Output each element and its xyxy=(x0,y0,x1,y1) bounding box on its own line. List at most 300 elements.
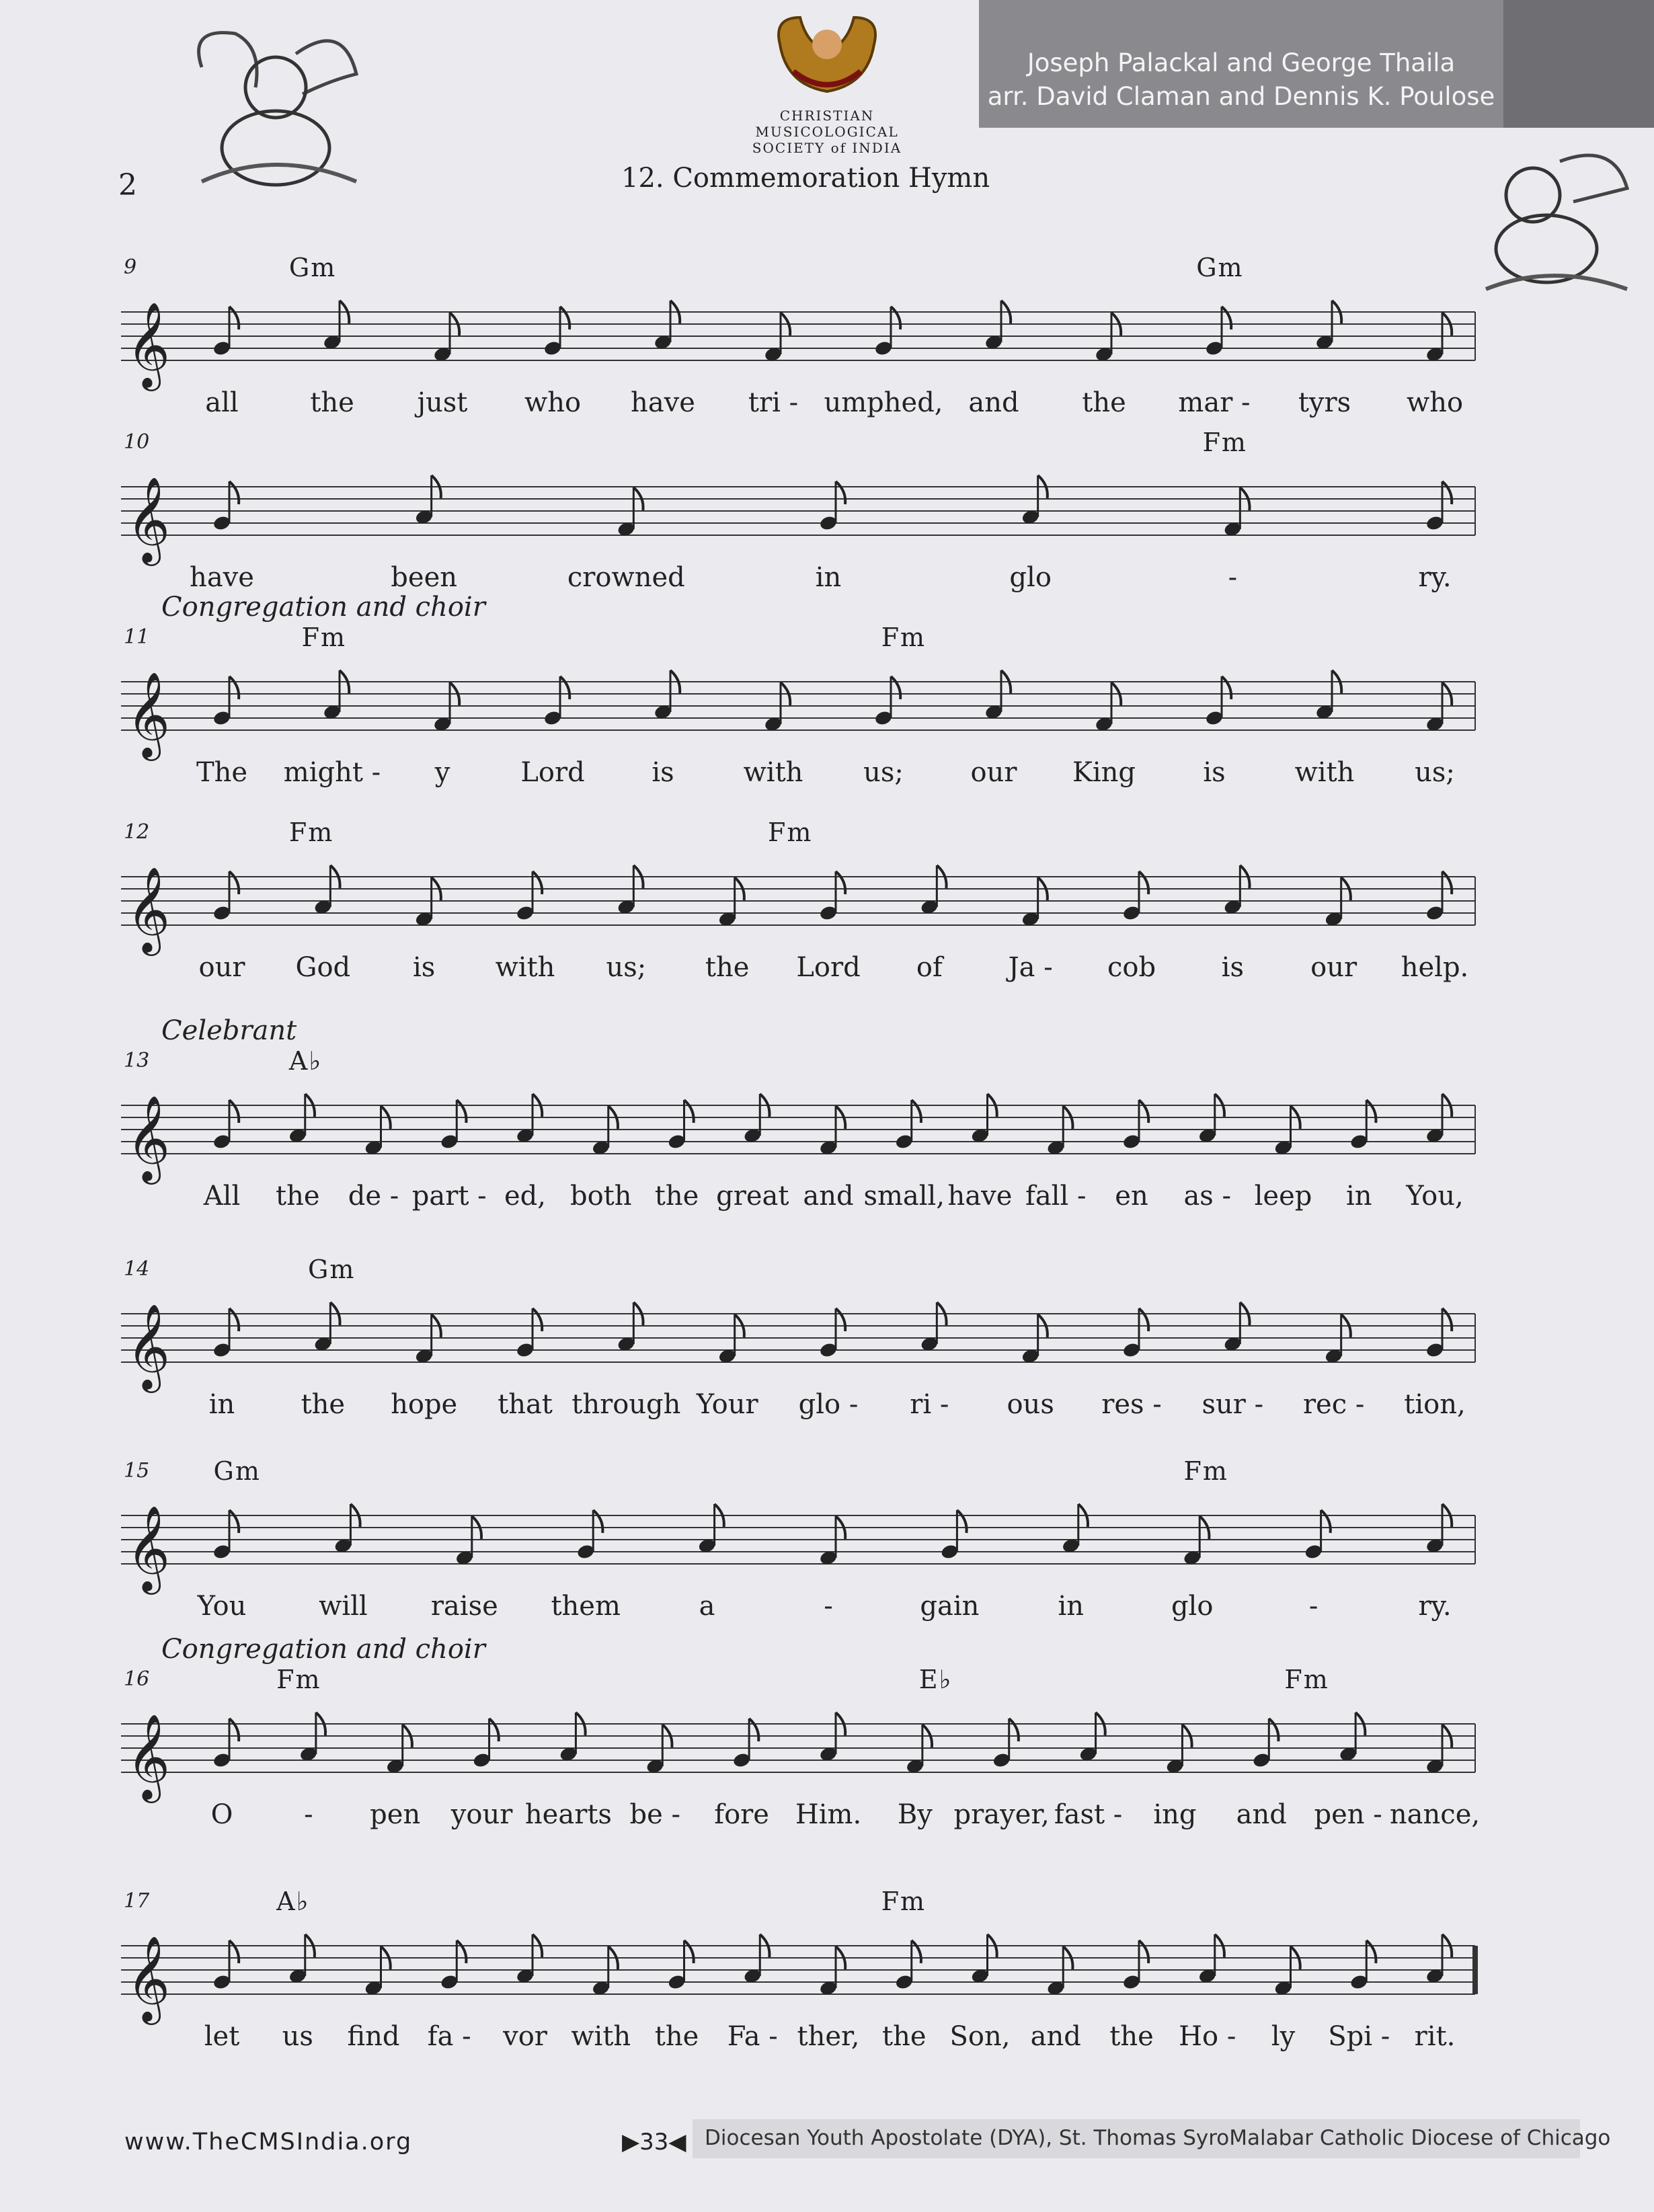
staff xyxy=(121,292,1475,386)
note xyxy=(299,1712,326,1763)
note xyxy=(1122,1100,1149,1150)
lyric-syllable: all xyxy=(205,387,239,418)
note xyxy=(1095,682,1121,733)
note xyxy=(617,1302,643,1353)
chord-symbol: A♭ xyxy=(276,1887,310,1916)
chord-symbol: Fm xyxy=(288,818,334,847)
note xyxy=(970,1934,997,1985)
lyric-syllable: glo xyxy=(1009,562,1052,593)
staff xyxy=(121,1495,1475,1589)
note xyxy=(1061,1504,1088,1554)
note xyxy=(1425,1094,1452,1144)
lyric-syllable: is xyxy=(652,757,674,788)
note xyxy=(559,1712,586,1763)
treble-clef-icon: 𝄞 xyxy=(126,1713,171,1799)
note xyxy=(906,1725,933,1775)
lyric-syllable: glo xyxy=(1171,1591,1214,1622)
note xyxy=(516,1934,543,1985)
note xyxy=(212,676,239,727)
cherub-flute-icon xyxy=(175,13,377,215)
lyric-syllable: raise xyxy=(430,1591,498,1622)
lyric-syllable: res - xyxy=(1101,1389,1162,1420)
lyric-syllable: ous xyxy=(1007,1389,1054,1420)
note xyxy=(1046,1106,1073,1156)
lyric-syllable: in xyxy=(1058,1591,1085,1622)
lyric-syllable: You xyxy=(197,1591,247,1622)
note xyxy=(440,1940,467,1991)
cherub-lyre-icon xyxy=(1479,134,1634,309)
note xyxy=(984,670,1011,721)
lyric-syllable: Lord xyxy=(796,952,861,983)
lyric-syllable: with xyxy=(743,757,803,788)
lyric-syllable: - xyxy=(304,1799,313,1830)
lyric-syllable: great xyxy=(716,1181,789,1212)
note xyxy=(819,1308,846,1359)
note xyxy=(667,1100,694,1150)
note xyxy=(667,1940,694,1991)
note xyxy=(717,877,744,928)
note xyxy=(212,1308,239,1359)
note xyxy=(1425,1504,1452,1554)
staff xyxy=(121,662,1475,756)
lyric-syllable: will xyxy=(319,1591,368,1622)
note xyxy=(212,481,239,532)
lyric-syllable: let xyxy=(204,2021,240,2052)
note xyxy=(543,676,570,727)
note xyxy=(1273,1946,1300,1997)
note xyxy=(1339,1712,1366,1763)
note xyxy=(212,307,239,357)
note xyxy=(212,1100,239,1150)
angel-emblem-icon xyxy=(766,4,888,105)
treble-clef-icon: 𝄞 xyxy=(126,1505,171,1591)
lyric-syllable: in xyxy=(815,562,842,593)
staff xyxy=(121,1085,1475,1179)
lyric-syllable: Fa - xyxy=(727,2021,778,2052)
chord-symbol: Gm xyxy=(288,253,337,282)
note xyxy=(1252,1719,1279,1769)
lyric-syllable: All xyxy=(203,1181,241,1212)
music-system-12 xyxy=(121,818,1475,1009)
lyric-syllable: The xyxy=(196,757,248,788)
lyric-syllable: that xyxy=(498,1389,553,1420)
lyric-syllable: fast - xyxy=(1054,1799,1123,1830)
lyric-syllable: Him. xyxy=(795,1799,862,1830)
note xyxy=(743,1094,770,1144)
footer-organization-text: Diocesan Youth Apostolate (DYA), St. Thomas SyroMalabar Catholic Diocese of Chicago xyxy=(705,2126,1611,2150)
note xyxy=(1122,1308,1149,1359)
lyric-syllable: ing xyxy=(1153,1799,1197,1830)
note xyxy=(516,871,543,922)
note xyxy=(1315,301,1342,351)
lyric-syllable: our xyxy=(198,952,245,983)
chord-symbol: Fm xyxy=(881,1887,927,1916)
performance-direction: Congregation and choir xyxy=(161,592,485,623)
lyric-syllable: the xyxy=(301,1389,346,1420)
play-left-icon: ◀ xyxy=(668,2129,686,2156)
lyric-syllable: leep xyxy=(1254,1181,1312,1212)
lyric-syllable: help. xyxy=(1401,952,1469,983)
lyric-syllable: cob xyxy=(1107,952,1156,983)
lyric-syllable: en xyxy=(1115,1181,1148,1212)
note xyxy=(819,871,846,922)
music-system-11 xyxy=(121,592,1475,814)
note xyxy=(1165,1725,1192,1775)
chord-symbol: Gm xyxy=(1196,253,1244,282)
note xyxy=(1046,1946,1073,1997)
lyric-syllable: of xyxy=(916,952,943,983)
lyric-syllable: umphed, xyxy=(824,387,943,418)
note xyxy=(576,1510,603,1561)
note xyxy=(819,1106,846,1156)
note xyxy=(1021,1314,1048,1365)
music-system-13 xyxy=(121,1015,1475,1237)
chord-symbol: Fm xyxy=(881,623,927,652)
logo-text-line3: SOCIETY of INDIA xyxy=(752,140,902,156)
lyric-syllable: been xyxy=(391,562,458,593)
note xyxy=(313,865,340,916)
arranger-credit: arr. David Claman and Dennis K. Poulose xyxy=(987,82,1495,111)
note xyxy=(414,877,441,928)
note xyxy=(516,1094,543,1144)
lyric-syllable: and xyxy=(803,1181,854,1212)
lyric-syllable: the xyxy=(275,1181,320,1212)
note xyxy=(440,1100,467,1150)
note xyxy=(764,682,791,733)
treble-clef-icon: 𝄞 xyxy=(126,476,171,562)
note xyxy=(1425,1308,1452,1359)
composer-credit: Joseph Palackal and George Thaila xyxy=(1027,48,1456,77)
measure-number: 17 xyxy=(124,1889,150,1913)
note xyxy=(1425,481,1452,532)
lyric-syllable: who xyxy=(524,387,582,418)
note xyxy=(992,1719,1019,1769)
lyric-syllable: and xyxy=(1236,1799,1287,1830)
chord-symbol: Fm xyxy=(1202,428,1247,457)
lyric-syllable: our xyxy=(970,757,1017,788)
chord-symbol: Fm xyxy=(276,1665,321,1694)
staff xyxy=(121,1294,1475,1388)
staff xyxy=(121,467,1475,561)
chord-symbol: Fm xyxy=(1183,1456,1228,1486)
lyric-syllable: fore xyxy=(714,1799,769,1830)
note xyxy=(1223,1302,1250,1353)
note xyxy=(894,1940,921,1991)
logo-text-line2: MUSICOLOGICAL xyxy=(755,124,899,140)
note xyxy=(1095,313,1121,363)
performance-direction: Congregation and choir xyxy=(161,1634,485,1665)
lyric-syllable: small, xyxy=(863,1181,945,1212)
note xyxy=(732,1719,759,1769)
lyric-syllable: ry. xyxy=(1418,1591,1452,1622)
treble-clef-icon: 𝄞 xyxy=(126,301,171,387)
note xyxy=(364,1946,391,1997)
note xyxy=(591,1106,618,1156)
note xyxy=(1197,1934,1224,1985)
lyric-syllable: O xyxy=(210,1799,233,1830)
lyric-syllable: be - xyxy=(629,1799,681,1830)
page-number: 2 xyxy=(118,168,137,202)
note xyxy=(654,670,680,721)
lyric-syllable: through xyxy=(572,1389,681,1420)
hymn-title: 12. Commemoration Hymn xyxy=(621,163,990,194)
lyric-syllable: Ja - xyxy=(1008,952,1053,983)
lyric-syllable: find xyxy=(347,2021,400,2052)
lyric-syllable: have xyxy=(631,387,695,418)
lyric-syllable: with xyxy=(495,952,555,983)
note xyxy=(1349,1940,1376,1991)
lyric-syllable: with xyxy=(571,2021,631,2052)
note xyxy=(455,1516,481,1567)
lyric-syllable: fa - xyxy=(427,2021,471,2052)
note xyxy=(819,481,846,532)
lyric-syllable: who xyxy=(1406,387,1464,418)
lyric-syllable: rit. xyxy=(1414,2021,1456,2052)
music-system-14 xyxy=(121,1255,1475,1446)
lyric-syllable: By xyxy=(897,1799,933,1830)
performance-direction: Celebrant xyxy=(161,1015,297,1046)
lyric-syllable: might - xyxy=(283,757,381,788)
note xyxy=(617,487,643,538)
note xyxy=(543,307,570,357)
note xyxy=(323,301,350,351)
chord-symbol: Fm xyxy=(768,818,813,847)
lyric-syllable: de - xyxy=(348,1181,399,1212)
credits-banner xyxy=(979,0,1654,128)
lyric-syllable: part - xyxy=(411,1181,487,1212)
lyric-syllable: is xyxy=(1203,757,1226,788)
treble-clef-icon: 𝄞 xyxy=(126,866,171,952)
lyric-syllable: fall - xyxy=(1025,1181,1087,1212)
lyric-syllable: the xyxy=(881,2021,927,2052)
note xyxy=(1197,1094,1224,1144)
treble-clef-icon: 𝄞 xyxy=(126,1303,171,1389)
lyric-syllable: Lord xyxy=(520,757,585,788)
lyric-syllable: the xyxy=(310,387,354,418)
note xyxy=(1304,1510,1331,1561)
note xyxy=(1223,865,1250,916)
staff xyxy=(121,1704,1475,1798)
lyric-syllable: ed, xyxy=(504,1181,546,1212)
lyric-syllable: sur - xyxy=(1202,1389,1264,1420)
chord-symbol: Fm xyxy=(1284,1665,1329,1694)
note xyxy=(1425,1725,1452,1775)
footer-page-value: 33 xyxy=(639,2129,669,2156)
music-system-17 xyxy=(121,1887,1475,2078)
lyric-syllable: tion, xyxy=(1404,1389,1466,1420)
note xyxy=(819,1516,846,1567)
note xyxy=(364,1106,391,1156)
lyric-syllable: just xyxy=(417,387,468,418)
staff xyxy=(121,857,1475,951)
note xyxy=(313,1302,340,1353)
note xyxy=(1425,313,1452,363)
chord-symbol: A♭ xyxy=(288,1046,323,1076)
chord-symbol: Gm xyxy=(308,1255,356,1284)
note xyxy=(1349,1100,1376,1150)
note xyxy=(1425,1934,1452,1985)
lyric-syllable: in xyxy=(208,1389,235,1420)
note xyxy=(1324,877,1351,928)
lyric-syllable: ri - xyxy=(910,1389,949,1420)
lyric-syllable: - xyxy=(1228,562,1238,593)
note xyxy=(1425,682,1452,733)
chord-symbol: E♭ xyxy=(918,1665,953,1694)
note xyxy=(1021,475,1048,526)
lyric-syllable: Ho - xyxy=(1179,2021,1236,2052)
treble-clef-icon: 𝄞 xyxy=(126,671,171,757)
lyric-syllable: the xyxy=(1109,2021,1154,2052)
note xyxy=(819,1712,846,1763)
note xyxy=(212,1940,239,1991)
note xyxy=(617,865,643,916)
note xyxy=(516,1308,543,1359)
note xyxy=(1078,1712,1105,1763)
lyric-syllable: in xyxy=(1345,1181,1372,1212)
note xyxy=(697,1504,724,1554)
play-right-icon: ▶ xyxy=(622,2129,640,2156)
lyric-syllable: pen - xyxy=(1314,1799,1382,1830)
footer-page-number xyxy=(622,2129,686,2156)
lyric-syllable: a xyxy=(699,1591,715,1622)
music-system-16 xyxy=(121,1634,1481,1856)
lyric-syllable: vor xyxy=(503,2021,547,2052)
lyric-syllable: rec - xyxy=(1302,1389,1365,1420)
measure-number: 11 xyxy=(124,625,150,649)
measure-number: 15 xyxy=(124,1459,150,1483)
lyric-syllable: as - xyxy=(1183,1181,1232,1212)
lyric-syllable: have xyxy=(947,1181,1013,1212)
lyric-syllable: tri - xyxy=(748,387,799,418)
lyric-syllable: King xyxy=(1072,757,1136,788)
lyric-syllable: with xyxy=(1294,757,1355,788)
note xyxy=(414,1314,441,1365)
lyric-syllable: Son, xyxy=(949,2021,1011,2052)
lyric-syllable: and xyxy=(968,387,1019,418)
note xyxy=(414,475,441,526)
lyric-syllable: hope xyxy=(391,1389,458,1420)
lyric-syllable: - xyxy=(1308,1591,1318,1622)
note xyxy=(433,682,460,733)
note xyxy=(645,1725,672,1775)
treble-clef-icon: 𝄞 xyxy=(126,1935,171,2021)
note xyxy=(920,865,947,916)
note xyxy=(1425,871,1452,922)
measure-number: 14 xyxy=(124,1257,150,1281)
note xyxy=(920,1302,947,1353)
note xyxy=(472,1719,499,1769)
lyric-syllable: is xyxy=(1221,952,1244,983)
staff xyxy=(121,1926,1475,2020)
lyric-syllable: Your xyxy=(696,1389,758,1420)
note xyxy=(1205,307,1232,357)
lyric-syllable: is xyxy=(412,952,436,983)
lyric-syllable: both xyxy=(569,1181,632,1212)
lyric-syllable: mar - xyxy=(1178,387,1251,418)
note xyxy=(591,1946,618,1997)
lyric-syllable: the xyxy=(654,1181,699,1212)
note xyxy=(212,1719,239,1769)
note xyxy=(1315,670,1342,721)
note xyxy=(654,301,680,351)
note xyxy=(894,1100,921,1150)
note xyxy=(333,1504,360,1554)
music-system-15 xyxy=(121,1456,1475,1647)
note xyxy=(940,1510,967,1561)
note xyxy=(1122,1940,1149,1991)
lyric-syllable: prayer, xyxy=(953,1799,1050,1830)
cms-logo xyxy=(733,4,921,159)
lyric-syllable: crowned xyxy=(567,562,685,593)
note xyxy=(1183,1516,1210,1567)
note xyxy=(385,1725,412,1775)
footer-organization xyxy=(693,2119,1611,2158)
note xyxy=(1324,1314,1351,1365)
lyric-syllable: God xyxy=(295,952,351,983)
lyric-syllable: ther, xyxy=(797,2021,860,2052)
lyric-syllable: ly xyxy=(1271,2021,1296,2052)
lyric-syllable: - xyxy=(824,1591,833,1622)
note xyxy=(970,1094,997,1144)
lyric-syllable: your xyxy=(450,1799,513,1830)
note xyxy=(433,313,460,363)
treble-clef-icon: 𝄞 xyxy=(126,1095,171,1181)
lyric-syllable: gain xyxy=(920,1591,980,1622)
lyric-syllable: pen xyxy=(370,1799,421,1830)
lyric-syllable: ry. xyxy=(1418,562,1452,593)
measure-number: 13 xyxy=(124,1049,150,1072)
lyric-syllable: them xyxy=(551,1591,621,1622)
note xyxy=(212,871,239,922)
lyric-syllable: us; xyxy=(1415,757,1455,788)
lyric-syllable: tyrs xyxy=(1298,387,1351,418)
lyric-syllable: You, xyxy=(1406,1181,1464,1212)
note xyxy=(288,1934,315,1985)
lyric-syllable: and xyxy=(1030,2021,1081,2052)
lyric-syllable: nance, xyxy=(1389,1799,1481,1830)
measure-number: 16 xyxy=(124,1667,150,1691)
note xyxy=(717,1314,744,1365)
chord-symbol: Fm xyxy=(301,623,347,652)
lyric-syllable: hearts xyxy=(524,1799,612,1830)
lyric-syllable: us; xyxy=(863,757,904,788)
note xyxy=(1273,1106,1300,1156)
note xyxy=(1122,871,1149,922)
music-system-9 xyxy=(121,253,1475,444)
lyric-syllable: the xyxy=(654,2021,699,2052)
note xyxy=(743,1934,770,1985)
lyric-syllable: our xyxy=(1310,952,1357,983)
measure-number: 12 xyxy=(124,820,150,844)
lyric-syllable: have xyxy=(190,562,254,593)
footer-website: www.TheCMSIndia.org xyxy=(124,2129,413,2156)
note xyxy=(984,301,1011,351)
note xyxy=(1223,487,1250,538)
lyric-syllable: the xyxy=(705,952,750,983)
note xyxy=(212,1510,239,1561)
measure-number: 9 xyxy=(124,255,137,279)
note xyxy=(1205,676,1232,727)
lyric-syllable: y xyxy=(434,757,450,788)
note xyxy=(764,313,791,363)
logo-text-line1: CHRISTIAN xyxy=(779,108,875,124)
note xyxy=(288,1094,315,1144)
lyric-syllable: us xyxy=(282,2021,313,2052)
measure-number: 10 xyxy=(124,430,150,454)
lyric-syllable: us; xyxy=(606,952,647,983)
note xyxy=(323,670,350,721)
note xyxy=(1021,877,1048,928)
